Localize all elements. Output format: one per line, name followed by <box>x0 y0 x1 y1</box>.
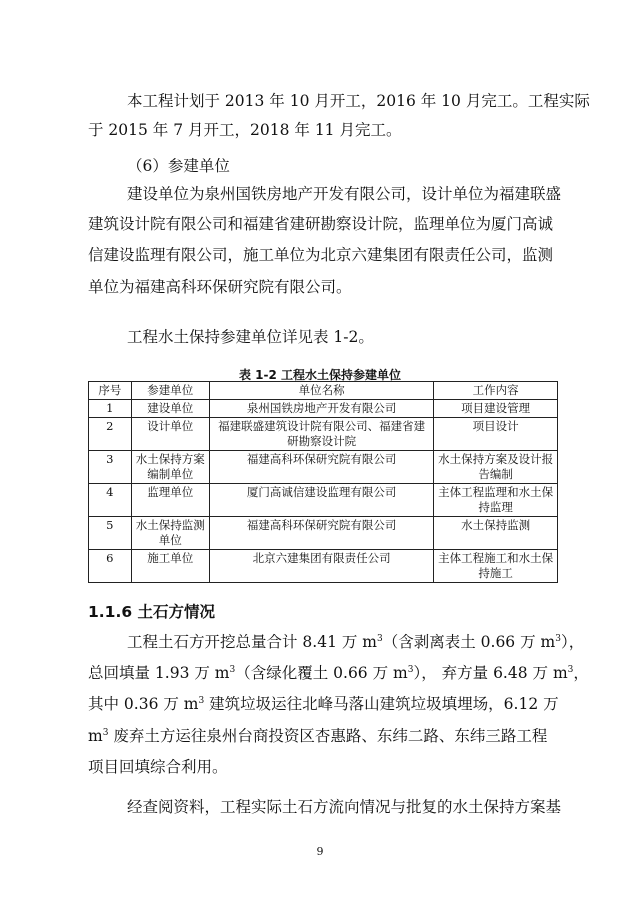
table-row <box>89 451 558 484</box>
table-cell: 4 <box>89 484 132 517</box>
table-row <box>89 484 558 517</box>
table-row <box>89 418 558 451</box>
paragraph-schedule-line1: 本工程计划于 2013 年 10 月开工，2016 年 10 月完工。工程实际 <box>127 92 590 110</box>
page-number: 9 <box>316 845 324 858</box>
table-cell: 水土保持方案编制单位 <box>131 451 209 484</box>
earthwork-line2: 总回填量 1.93 万 $m^3$（含绿化覆土 0.66 万 $m^3$）， 弃方量 6.48 万 $m^3$， <box>88 664 589 682</box>
table-cell: 北京六建集团有限责任公司 <box>209 550 433 583</box>
table-cell: 3 <box>89 451 132 484</box>
header-cell: 单位名称 <box>209 382 433 400</box>
table-row <box>89 550 558 583</box>
earthwork-line4: $m^3$ 废弃土方运往泉州台商投资区杏惠路、东纬二路、东纬三路工程 <box>88 727 548 745</box>
table-cell: 监理单位 <box>131 484 209 517</box>
table-cell: 项目设计 <box>434 418 558 451</box>
table-cell: 水土保持方案及设计报告编制 <box>434 451 558 484</box>
table-caption: 表 1-2 工程水土保持参建单位 <box>238 368 402 382</box>
table-cell: 主体工程施工和水土保持施工 <box>434 550 558 583</box>
table-row <box>89 400 558 418</box>
header-cell: 序号 <box>89 382 132 400</box>
paragraph-participants-line3: 信建设监理有限公司，施工单位为北京六建集团有限责任公司，监测 <box>88 246 554 264</box>
table-row <box>89 517 558 550</box>
table-cell: 项目建设管理 <box>434 400 558 418</box>
paragraph-verification: 经查阅资料，工程实际土石方流向情况与批复的水土保持方案基 <box>127 798 562 816</box>
header-cell: 参建单位 <box>131 382 209 400</box>
header-cell: 工作内容 <box>434 382 558 400</box>
paragraph-participants-line4: 单位为福建高科环保研究院有限公司。 <box>88 278 352 296</box>
table-cell: 建设单位 <box>131 400 209 418</box>
table-cell: 厦门高诚信建设监理有限公司 <box>209 484 433 517</box>
section-heading: 1.1.6 土石方情况 <box>88 603 216 621</box>
table-cell: 施工单位 <box>131 550 209 583</box>
paragraph-participants-line1: 建设单位为泉州国铁房地产开发有限公司，设计单位为福建联盛 <box>127 185 562 203</box>
earthwork-line1: 工程土石方开挖总量合计 8.41 万 $m^3$（含剥离表土 0.66 万 $m^3$）， <box>127 633 585 651</box>
table-cell: 主体工程监理和水土保持监理 <box>434 484 558 517</box>
subsection-participants-title: （6）参建单位 <box>127 157 230 175</box>
table-cell: 泉州国铁房地产开发有限公司 <box>209 400 433 418</box>
paragraph-schedule-line2: 于 2015 年 7 月开工，2018 年 11 月完工。 <box>88 121 402 139</box>
earthwork-line3: 其中 0.36 万 $m^3$ 建筑垃圾运往北峰马落山建筑垃圾填埋场，6.12 万 <box>88 695 559 713</box>
participants-table <box>88 381 558 583</box>
earthwork-line5: 项目回填综合利用。 <box>88 758 228 776</box>
table-header-row <box>89 382 558 400</box>
table-cell: 水土保持监测 <box>434 517 558 550</box>
paragraph-participants-line2: 建筑设计院有限公司和福建省建研勘察设计院，监理单位为厦门高诚 <box>88 215 554 233</box>
paragraph-table-reference: 工程水土保持参建单位详见表 1-2。 <box>127 328 374 346</box>
table-cell: 福建联盛建筑设计院有限公司、福建省建研勘察设计院 <box>209 418 433 451</box>
table-cell: 福建高科环保研究院有限公司 <box>209 517 433 550</box>
table-cell: 1 <box>89 400 132 418</box>
table-cell: 2 <box>89 418 132 451</box>
table-cell: 6 <box>89 550 132 583</box>
table-cell: 福建高科环保研究院有限公司 <box>209 451 433 484</box>
table-cell: 设计单位 <box>131 418 209 451</box>
table-cell: 水土保持监测单位 <box>131 517 209 550</box>
table-cell: 5 <box>89 517 132 550</box>
